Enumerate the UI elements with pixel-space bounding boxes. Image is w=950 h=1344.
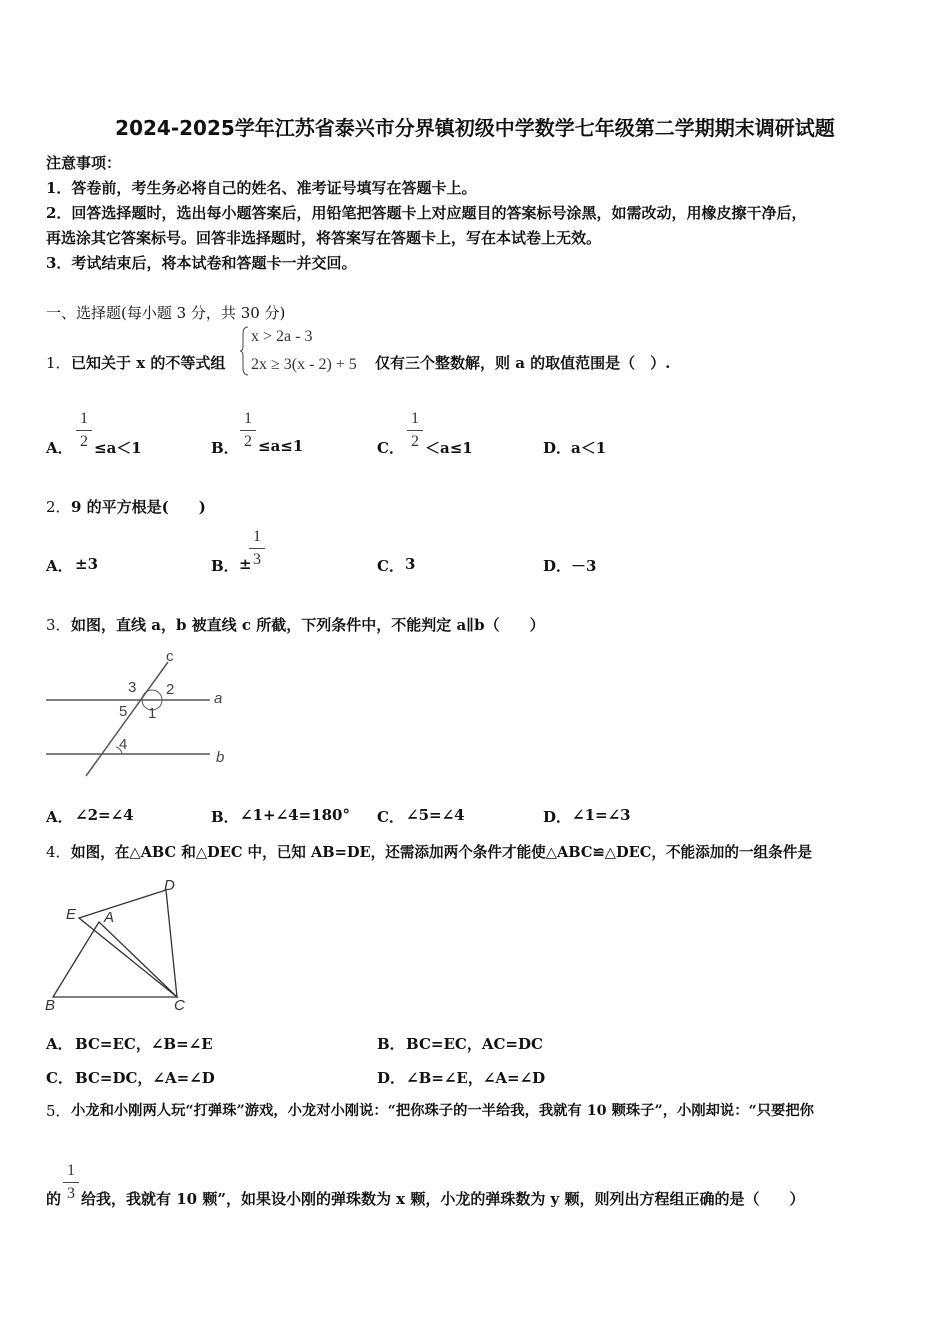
label-d: D xyxy=(164,877,175,894)
q5-fraction xyxy=(63,1162,79,1203)
q4-option-b-text: BC=EC，AC=DC xyxy=(406,1035,543,1053)
q1-option-b-label: B． xyxy=(211,439,239,457)
q4-option-d-text: ∠B=∠E，∠A=∠D xyxy=(406,1069,546,1087)
triangle-abc xyxy=(53,922,177,997)
q3-option-b-label: B． xyxy=(211,808,239,826)
frac-numerator: 1 xyxy=(67,1162,75,1179)
q1-option-b-fraction xyxy=(240,410,256,451)
q3-option-c-label: C． xyxy=(377,808,404,826)
q1-system-line1: x > 2a - 3 xyxy=(251,328,313,345)
label-3: 3 xyxy=(128,679,137,696)
q2-option-d-text: －3 xyxy=(571,557,597,575)
notice-item-2a: 2．回答选择题时，选出每小题答案后，用铅笔把答题卡上对应题目的答案标号涂黑，如需改动，用橡皮擦干净后， xyxy=(46,204,807,222)
q1-system-brace xyxy=(240,326,250,376)
q2-option-b-label: B． xyxy=(211,557,239,575)
label-2: 2 xyxy=(166,681,175,698)
q2-option-c-label: C． xyxy=(377,557,404,575)
frac-denominator: 2 xyxy=(411,433,419,450)
frac-numerator: 1 xyxy=(80,410,88,427)
label-5: 5 xyxy=(119,703,128,720)
frac-numerator: 1 xyxy=(411,410,419,427)
q2-option-a-text: ±3 xyxy=(75,555,99,573)
q1-number: 1． xyxy=(46,354,71,372)
q1-text-before: 已知关于 x 的不等式组 xyxy=(71,354,226,372)
q2-option-b-fraction xyxy=(249,528,265,569)
frac-denominator: 3 xyxy=(253,551,261,568)
q2-number: 2． xyxy=(46,498,71,516)
q5-line2-text: 给我，我就有 10 颗”，如果设小刚的弹珠数为 x 颗，小龙的弹珠数为 y 颗，则列出方程组正确的是（ ） xyxy=(81,1190,805,1208)
q3-option-d-label: D． xyxy=(543,808,572,826)
q5-line1: 小龙和小刚两人玩“打弹珠”游戏，小龙对小刚说：“把你珠子的一半给我，我就有 10 颗珠子”，小刚却说：“只要把你 xyxy=(71,1103,814,1119)
notice-heading: 注意事项： xyxy=(46,154,122,172)
triangle-dec xyxy=(79,890,177,997)
q5-line2-prefix: 的 xyxy=(46,1190,62,1208)
q1-option-a-text: ≤a＜1 xyxy=(94,439,142,457)
label-c: c xyxy=(166,648,174,665)
q4-figure xyxy=(40,872,200,1017)
q3-figure xyxy=(40,648,240,783)
q3-option-a-text: ∠2=∠4 xyxy=(75,806,134,824)
label-b: b xyxy=(216,749,225,766)
q4-option-b-label: B． xyxy=(377,1035,405,1053)
q1-option-c-text: ＜a≤1 xyxy=(425,439,473,457)
q4-option-c-text: BC=DC，∠A=∠D xyxy=(75,1069,215,1087)
notice-item-1: 1．答卷前，考生务必将自己的姓名、准考证号填写在答题卡上。 xyxy=(46,179,477,197)
q1-option-d-label: D． xyxy=(543,439,572,457)
q1-option-a-fraction xyxy=(76,410,92,451)
label-e: E xyxy=(66,906,77,923)
q1-system-line2: 2x ≥ 3(x - 2) + 5 xyxy=(251,356,357,373)
q1-option-b-text: ≤a≤1 xyxy=(258,437,304,455)
q1-option-d-text: a＜1 xyxy=(571,439,607,457)
label-a: a xyxy=(214,690,223,707)
label-a: A xyxy=(104,909,115,926)
q1-option-c-label: C． xyxy=(377,439,404,457)
q4-option-a-label: A． xyxy=(46,1035,73,1053)
q2-option-a-label: A． xyxy=(46,557,73,575)
q2-option-c-text: 3 xyxy=(405,555,416,573)
q4-text: 如图，在△ABC 和△DEC 中，已知 AB=DE，还需添加两个条件才能使△ABC≌△DEC，不能添加的一组条件是 xyxy=(71,844,812,861)
frac-denominator: 2 xyxy=(244,433,252,450)
page-title: 2024-2025学年江苏省泰兴市分界镇初级中学数学七年级第二学期期末调研试题 xyxy=(115,116,835,140)
notice-item-3: 3．考试结束后，将本试卷和答题卡一并交回。 xyxy=(46,254,357,272)
q4-option-c-label: C． xyxy=(46,1069,73,1087)
q3-text: 如图，直线 a，b 被直线 c 所截，下列条件中，不能判定 a∥b（ ） xyxy=(71,616,545,634)
frac-denominator: 2 xyxy=(80,433,88,450)
frac-denominator: 3 xyxy=(67,1185,75,1202)
q2-option-d-label: D． xyxy=(543,557,572,575)
q1-option-a-label: A． xyxy=(46,439,73,457)
q3-number: 3． xyxy=(46,616,71,634)
q3-option-c-text: ∠5=∠4 xyxy=(406,806,465,824)
q2-option-b-text: ± xyxy=(239,555,252,573)
label-b: B xyxy=(45,997,56,1014)
frac-numerator: 1 xyxy=(244,410,252,427)
label-4: 4 xyxy=(119,736,128,753)
q1-option-c-fraction xyxy=(407,410,423,451)
q3-option-a-label: A． xyxy=(46,808,73,826)
q4-option-a-text: BC=EC，∠B=∠E xyxy=(75,1035,213,1053)
q4-number: 4． xyxy=(46,843,71,861)
label-c: C xyxy=(174,997,185,1014)
q2-text: 9 的平方根是( ) xyxy=(71,498,206,516)
frac-numerator: 1 xyxy=(253,528,261,545)
label-1: 1 xyxy=(148,705,157,722)
q1-text-after: 仅有三个整数解，则 a 的取值范围是（ ）. xyxy=(375,354,671,372)
q3-option-b-text: ∠1+∠4=180° xyxy=(240,806,350,824)
section-heading: 一、选择题(每小题 3 分，共 30 分) xyxy=(46,304,286,322)
q3-option-d-text: ∠1=∠3 xyxy=(572,806,631,824)
q4-option-d-label: D． xyxy=(377,1069,406,1087)
notice-item-2b: 再选涂其它答案标号。回答非选择题时，将答案写在答题卡上，写在本试卷上无效。 xyxy=(46,229,602,247)
q5-number: 5． xyxy=(46,1102,71,1120)
